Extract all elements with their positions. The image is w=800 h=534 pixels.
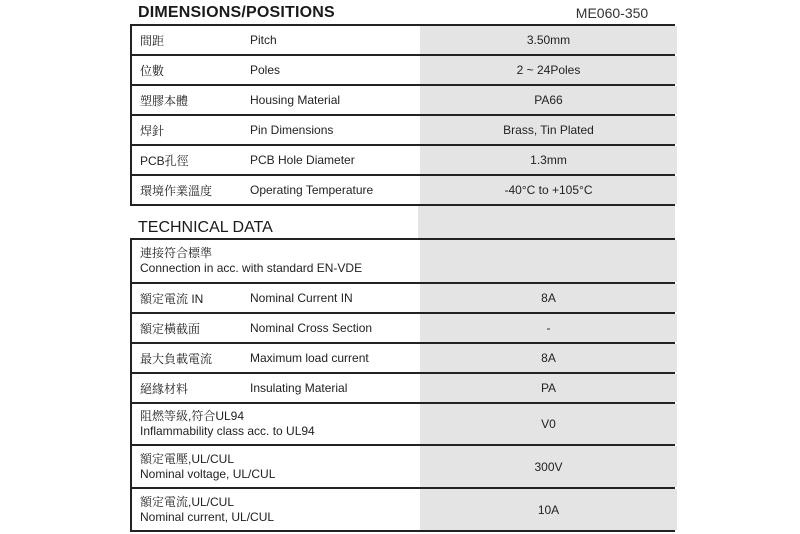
row-label-en: Pin Dimensions <box>250 123 334 137</box>
row-value: - <box>420 314 677 342</box>
table-row <box>130 116 675 146</box>
table-row <box>130 56 675 86</box>
row-label-zh: 阻燃等級,符合UL94 <box>140 409 245 423</box>
row-label-zh: 絕緣材料 <box>140 381 189 396</box>
standard-label <box>132 246 420 276</box>
table-row <box>130 344 675 374</box>
row-value: 3.50mm <box>420 26 677 54</box>
two-line-label <box>132 495 420 525</box>
row-label-en: Poles <box>250 63 281 77</box>
row-label-zh: 連接符合標準 <box>140 246 213 260</box>
row-value: -40°C to +105°C <box>420 176 677 204</box>
row-label-en: Housing Material <box>250 93 341 107</box>
gray-band <box>418 206 675 239</box>
row-value: PA66 <box>420 86 677 114</box>
row-label-en: Pitch <box>250 33 277 47</box>
row-value: 300V <box>420 446 677 487</box>
table-row <box>130 176 675 206</box>
row-label-en: Connection in acc. with standard EN-VDE <box>140 261 363 275</box>
table-row <box>130 86 675 116</box>
row-value <box>420 240 677 282</box>
row-label-en: Operating Temperature <box>250 183 374 197</box>
table-row <box>130 446 675 489</box>
two-line-label <box>132 409 420 439</box>
table-row <box>130 26 675 56</box>
row-label-en: PCB Hole Diameter <box>250 153 355 167</box>
table-row <box>130 240 675 284</box>
row-label-zh: 位數 <box>140 63 165 78</box>
table-row <box>130 404 675 446</box>
row-label-en: Nominal Current IN <box>250 291 353 305</box>
row-label-zh: 環境作業溫度 <box>140 183 213 198</box>
two-line-label <box>132 452 420 482</box>
row-value: 2 ~ 24Poles <box>420 56 677 84</box>
model-number: ME060-350 <box>575 5 649 21</box>
row-value: PA <box>420 374 677 402</box>
row-value: 8A <box>420 284 677 312</box>
row-label-en: Maximum load current <box>250 351 369 365</box>
row-value: 8A <box>420 344 677 372</box>
technical-title: TECHNICAL DATA <box>138 219 273 236</box>
dimensions-title: DIMENSIONS/POSITIONS <box>138 4 335 21</box>
row-label-zh: 額定電壓,UL/CUL <box>140 451 235 466</box>
row-value: Brass, Tin Plated <box>420 116 677 144</box>
row-label-en: Nominal voltage, UL/CUL <box>140 466 276 481</box>
dimensions-table <box>130 24 675 206</box>
row-label-en: Nominal current, UL/CUL <box>140 509 275 524</box>
table-row <box>130 146 675 176</box>
row-value: 1.3mm <box>420 146 677 174</box>
row-value: V0 <box>420 404 677 444</box>
row-label-en: Nominal Cross Section <box>250 321 373 335</box>
row-label-zh: 間距 <box>140 33 165 48</box>
row-value: 10A <box>420 489 677 530</box>
table-row <box>130 284 675 314</box>
technical-table <box>130 238 675 532</box>
row-label-zh: 額定橫截面 <box>140 321 201 336</box>
row-label-zh: 額定電流 IN <box>140 291 204 306</box>
spec-sheet <box>130 0 675 534</box>
table-row <box>130 374 675 404</box>
row-label-en: Inflammability class acc. to UL94 <box>140 424 315 438</box>
table-row <box>130 489 675 532</box>
row-label-zh: 最大負載電流 <box>140 351 213 366</box>
row-label-zh: 焊針 <box>140 123 165 138</box>
row-label-zh: 額定電流,UL/CUL <box>140 494 235 509</box>
row-label-en: Insulating Material <box>250 381 348 395</box>
table-row <box>130 314 675 344</box>
row-label-zh: 塑膠本體 <box>140 93 189 108</box>
row-label-zh: PCB孔徑 <box>140 153 189 168</box>
